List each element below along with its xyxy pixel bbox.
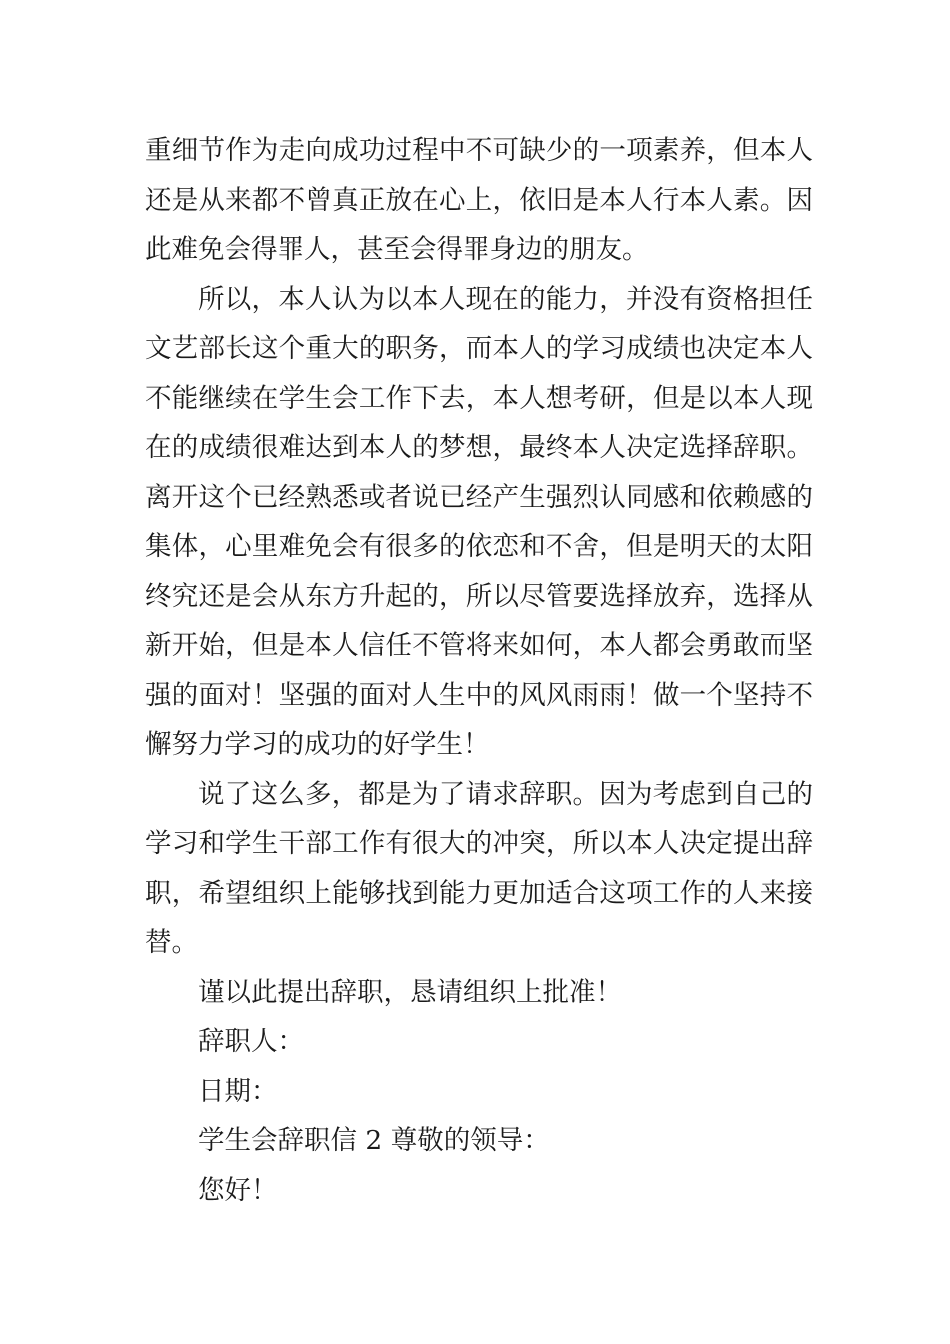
text-line: 终究还是会从东方升起的，所以尽管要选择放弃，选择从	[145, 580, 813, 612]
date-label: 日期：	[198, 1075, 278, 1107]
text-line: 懈努力学习的成功的好学生！	[145, 729, 490, 760]
text-line: 职，希望组织上能够找到能力更加适合这项工作的人来接	[145, 877, 813, 909]
text-line: 在的成绩很难达到本人的梦想，最终本人决定选择辞职。	[145, 432, 813, 463]
text-line: 学习和学生干部工作有很大的冲突，所以本人决定提出辞	[145, 828, 813, 859]
text-line: 新开始，但是本人信任不管将来如何，本人都会勇敢而坚	[145, 630, 813, 661]
document-body	[145, 126, 813, 1215]
text-line: 所以，本人认为以本人现在的能力，并没有资格担任	[198, 283, 813, 315]
text-line: 离开这个已经熟悉或者说已经产生强烈认同感和依赖感的	[145, 481, 813, 513]
text-line: 不能继续在学生会工作下去，本人想考研，但是以本人现	[145, 382, 813, 414]
signature-label: 辞职人：	[198, 1026, 304, 1057]
closing-request: 谨以此提出辞职，恳请组织上批准！	[198, 976, 622, 1008]
text-line: 此难免会得罪人，甚至会得罪身边的朋友。	[145, 234, 649, 265]
text-line: 替。	[145, 927, 198, 958]
text-line: 集体，心里难免会有很多的依恋和不舍，但是明天的太阳	[145, 531, 813, 562]
text-line: 文艺部长这个重大的职务，而本人的学习成绩也决定本人	[145, 333, 813, 364]
text-line: 重细节作为走向成功过程中不可缺少的一项素养，但本人	[145, 135, 813, 166]
text-line: 强的面对！坚强的面对人生中的风风雨雨！做一个坚持不	[145, 679, 813, 711]
letter-heading: 学生会辞职信 2 尊敬的领导：	[198, 1125, 550, 1156]
text-line: 还是从来都不曾真正放在心上，依旧是本人行本人素。因	[145, 184, 813, 216]
text-line: 说了这么多，都是为了请求辞职。因为考虑到自己的	[198, 778, 813, 810]
greeting: 您好！	[198, 1174, 278, 1206]
